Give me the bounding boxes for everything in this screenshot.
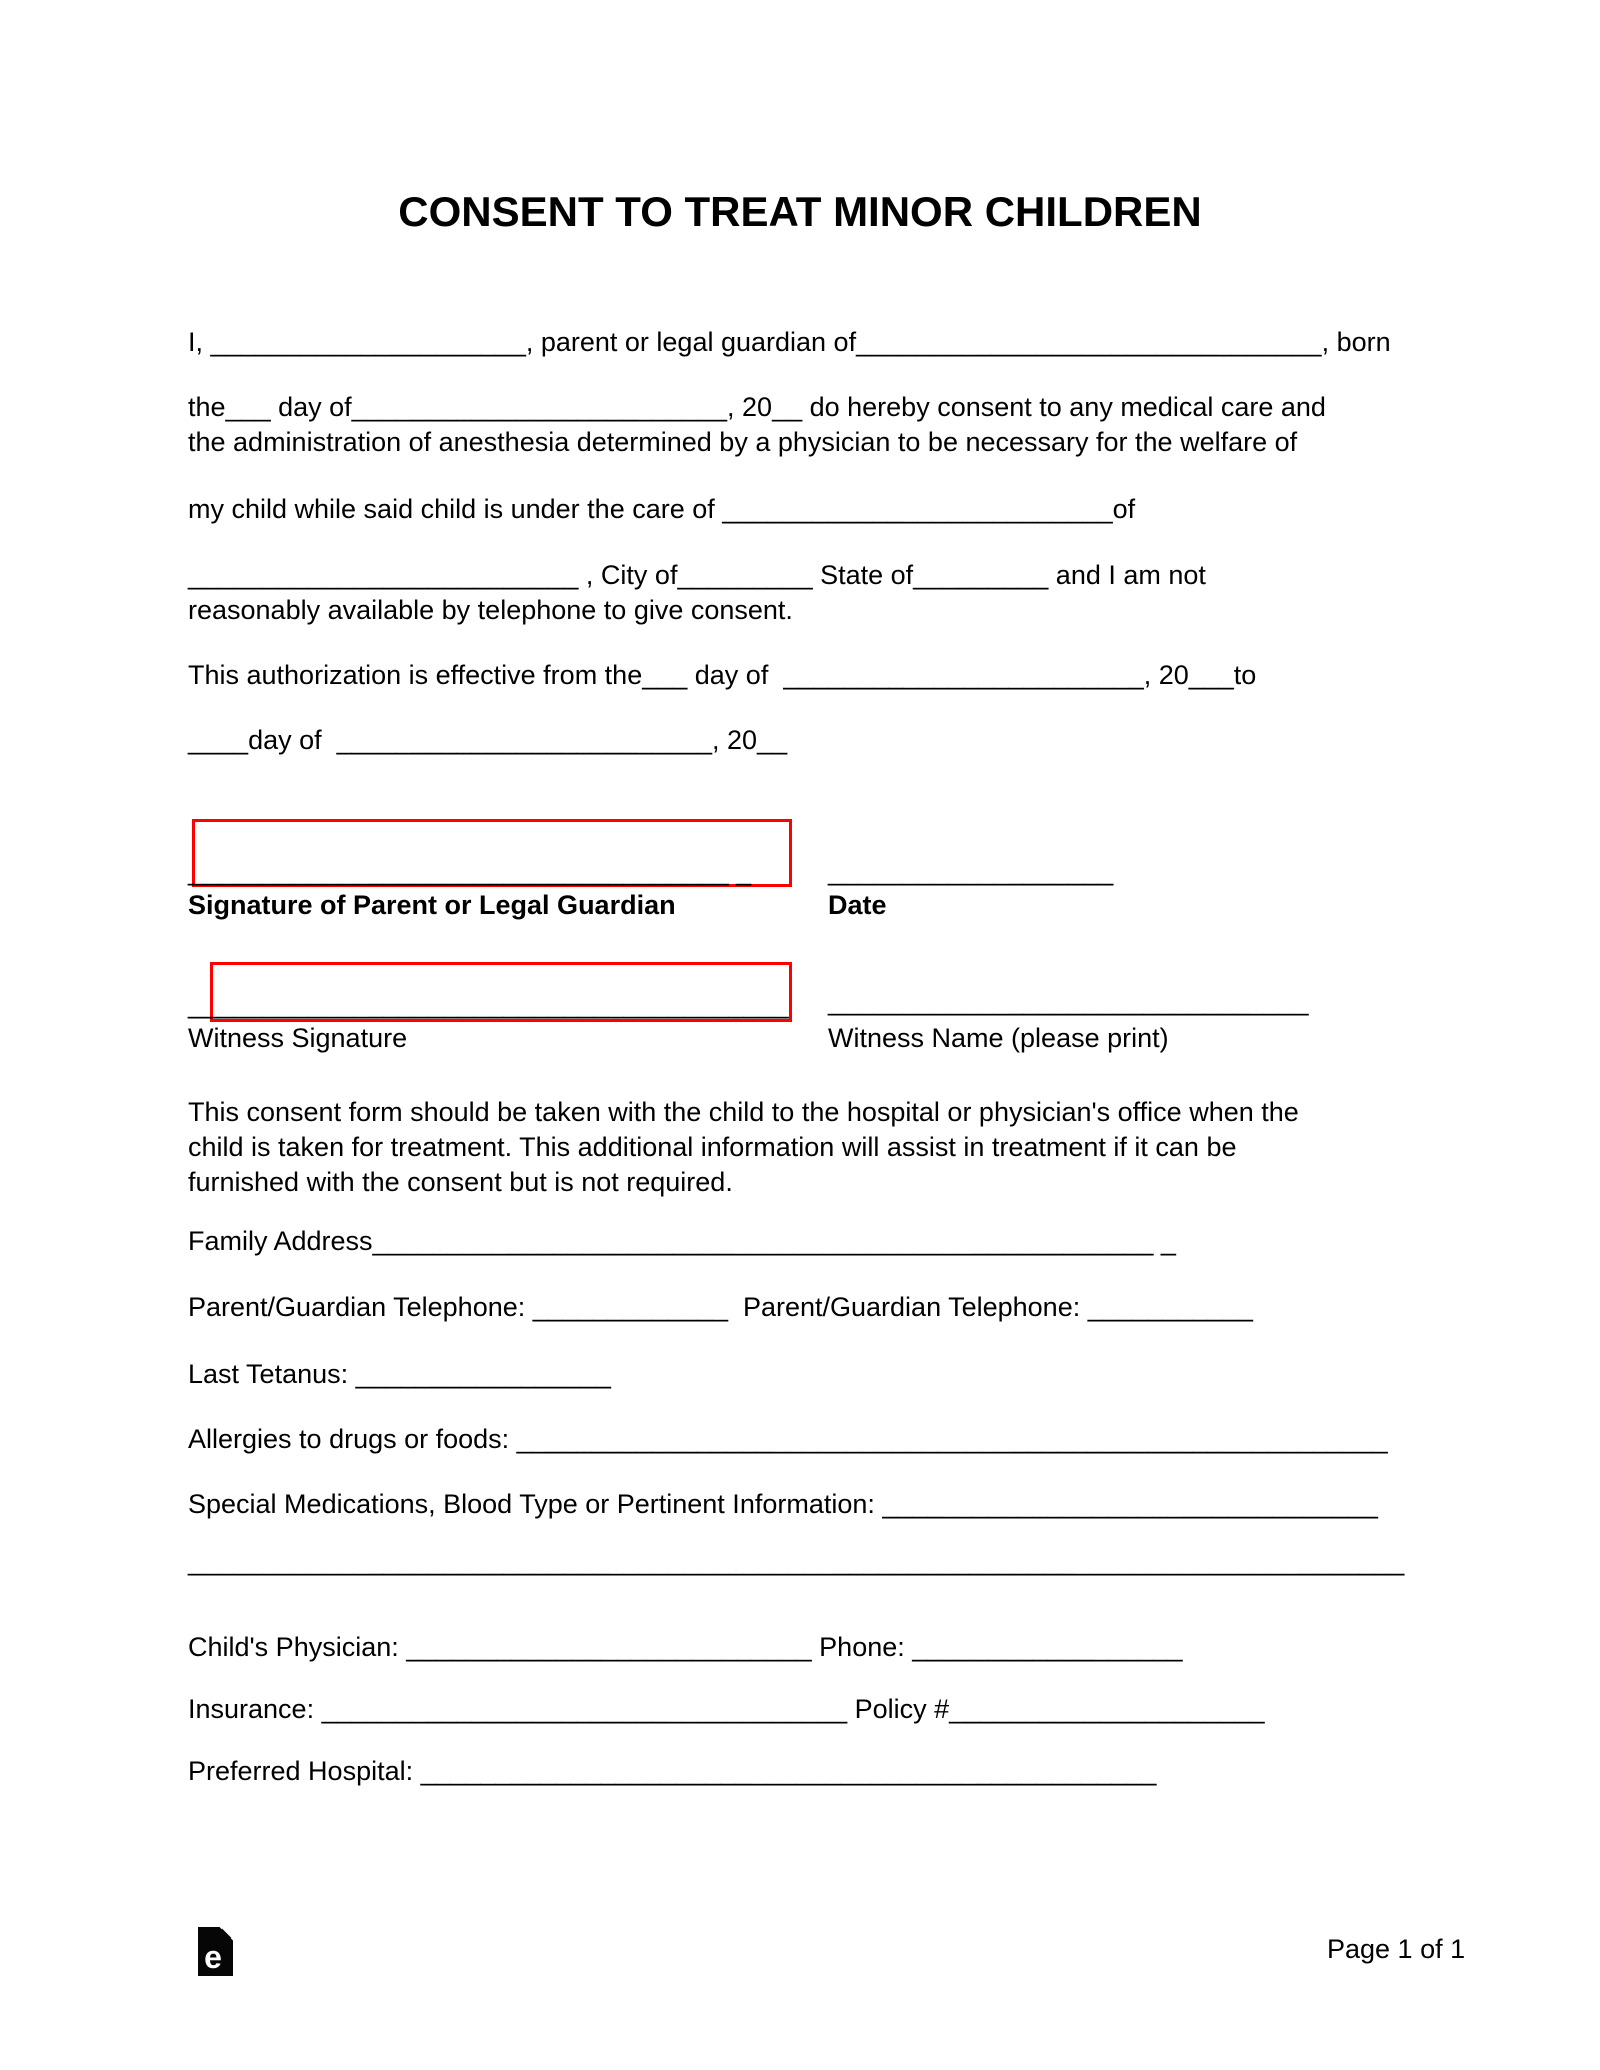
- witness-signature-line: ________________________________________: [188, 989, 789, 1019]
- eforms-logo-letter: e: [204, 1939, 222, 1975]
- family-address-line: Family Address____________________________________________________ _: [188, 1226, 1176, 1256]
- eforms-logo-icon: [198, 1927, 233, 1976]
- witness-name-line: ________________________________: [828, 986, 1309, 1016]
- parent-signature-line: ____________________________________ _: [188, 856, 752, 886]
- tetanus-line: Last Tetanus: _________________: [188, 1359, 611, 1389]
- date-label: Date: [828, 890, 887, 920]
- phone-line: Parent/Guardian Telephone: _____________ Parent/Guardian Telephone: ___________: [188, 1292, 1253, 1322]
- location-line-2: reasonably available by telephone to give consent.: [188, 595, 793, 625]
- note-line-3: furnished with the consent but is not required.: [188, 1167, 733, 1197]
- intro-line-1: I, _____________________, parent or legal guardian of_______________________________, born: [188, 327, 1391, 357]
- witness-signature-label: Witness Signature: [188, 1023, 408, 1053]
- note-line-1: This consent form should be taken with the child to the hospital or physician's office when the: [188, 1097, 1299, 1127]
- hospital-line: Preferred Hospital: _________________________________________________: [188, 1756, 1157, 1786]
- separator-line: _________________________________________________________________________________: [188, 1546, 1405, 1576]
- allergies-line: Allergies to drugs or foods: __________________________________________________________: [188, 1424, 1388, 1454]
- intro-line-2: the___ day of_________________________, 20__ do hereby consent to any medical care and: [188, 392, 1326, 422]
- witness-name-label: Witness Name (please print): [828, 1023, 1169, 1053]
- special-medications-line: Special Medications, Blood Type or Pertinent Information: _________________________________: [188, 1489, 1378, 1519]
- insurance-line: Insurance: ___________________________________ Policy #_____________________: [188, 1694, 1265, 1724]
- note-line-2: child is taken for treatment. This additional information will assist in treatment if it can be: [188, 1132, 1237, 1162]
- physician-line: Child's Physician: ___________________________ Phone: __________________: [188, 1632, 1183, 1662]
- date-line: ___________________: [828, 856, 1114, 886]
- page-indicator: Page 1 of 1: [1327, 1934, 1466, 1964]
- effective-line-1: This authorization is effective from the___ day of ________________________, 20___to: [188, 660, 1257, 690]
- effective-line-2: ____day of _________________________, 20__: [188, 725, 788, 755]
- intro-line-3: the administration of anesthesia determined by a physician to be necessary for the welfare of: [188, 427, 1298, 457]
- parent-signature-label: Signature of Parent or Legal Guardian: [188, 890, 676, 920]
- care-line: my child while said child is under the care of __________________________of: [188, 494, 1136, 524]
- location-line-1: __________________________ , City of_________ State of_________ and I am not: [188, 560, 1206, 590]
- page-title: CONSENT TO TREAT MINOR CHILDREN: [398, 188, 1202, 235]
